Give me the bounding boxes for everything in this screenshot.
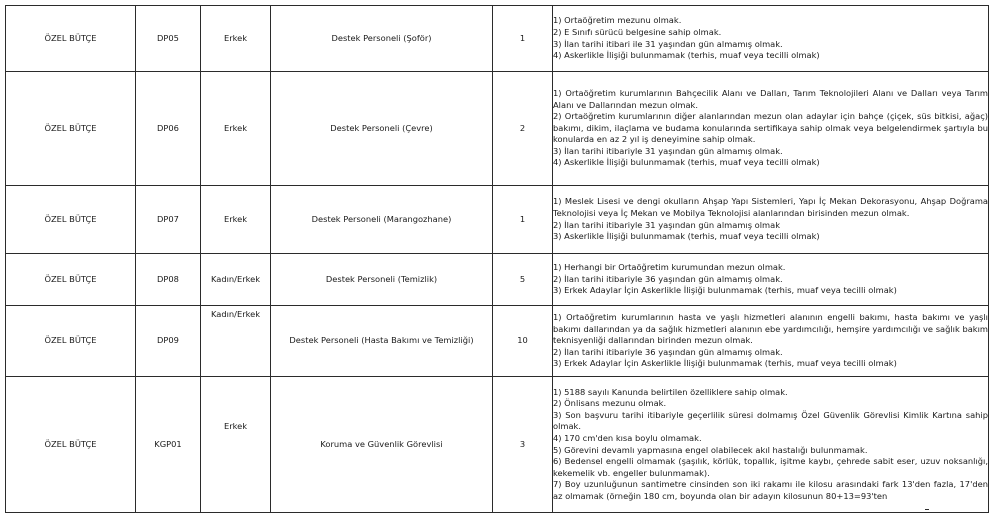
position-code-cell: KGP01	[136, 377, 201, 513]
page-edge-mark	[925, 509, 929, 510]
requirements-cell	[553, 306, 989, 377]
requirement-item: 2) İlan tarihi itibariyle 36 yaşından gün almamış olmak.	[553, 273, 783, 284]
position-count-cell: 2	[493, 72, 553, 186]
budget-cell: ÖZEL BÜTÇE	[6, 186, 136, 254]
requirement-item: 3) Son başvuru tarihi itibariyle geçerlilik süresi dolmamış Özel Güvenlik Görevlisi Kimlik Kartına sahip olmak.	[553, 409, 988, 432]
requirement-item: 4) Askerlikle İlişiği bulunmamak (terhis, muaf veya tecilli olmak)	[553, 50, 820, 61]
gender-cell: Kadın/Erkek	[201, 254, 271, 306]
requirement-item: 4) 170 cm'den kısa boylu olmamak.	[553, 432, 702, 443]
gender-cell: Erkek	[201, 72, 271, 186]
requirements-cell	[553, 72, 989, 186]
requirement-item: 2) Ortaöğretim kurumlarının diğer alanlarından mezun olan adaylar için bahçe (çiçek, süs bitkisi, ağaç) bakımı, dikim, ilaçlama ve budama konularında sertifikaya sahip olmak veya belgelendirmek şartıyla bu konularda en az 2 yıl iş deneyimine sahip olmak.	[553, 111, 988, 145]
gender-cell: Erkek	[201, 377, 271, 513]
requirement-item: 2) Önlisans mezunu olmak.	[553, 398, 667, 409]
requirement-item: 7) Boy uzunluğunun santimetre cinsinden son iki rakamı ile kilosu arasındaki fark 13'den fazla, 17'den az olmamak (örneğin 180 cm, boyunda olan bir adayın kilosunun 80+13=93'ten	[553, 479, 988, 501]
position-title-cell: Destek Personeli (Hasta Bakımı ve Temizliği)	[271, 306, 493, 377]
requirement-item: 1) Ortaöğretim kurumlarının Bahçecilik Alanı ve Dalları, Tarım Teknolojileri Alanı ve Dalları veya Tarım Alanı ve Dallarından mezun olmak.	[553, 87, 988, 110]
budget-cell: ÖZEL BÜTÇE	[6, 6, 136, 72]
budget-cell: ÖZEL BÜTÇE	[6, 72, 136, 186]
requirement-item: 1) 5188 sayılı Kanunda belirtilen özelliklere sahip olmak.	[553, 386, 788, 397]
gender-cell: Kadın/Erkek	[201, 306, 271, 377]
table-row	[6, 254, 989, 306]
requirement-item: 6) Bedensel engelli olmamak (şaşılık, körlük, topallık, işitme kaybı, çehrede sabit eser, uzuv noksanlığı, kekemelik vb. engeller bulunmamak).	[553, 456, 988, 478]
table-row	[6, 6, 989, 72]
budget-cell: ÖZEL BÜTÇE	[6, 377, 136, 513]
requirement-item: 1) Ortaöğretim mezunu olmak.	[553, 15, 682, 26]
requirement-item: 4) Askerlikle İlişiği bulunmamak (terhis, muaf veya tecilli olmak)	[553, 157, 820, 168]
requirement-item: 5) Görevini devamlı yapmasına engel olabilecek akıl hastalığı bulunmamak.	[553, 444, 868, 455]
requirement-item: 3) Erkek Adaylar İçin Askerlikle İlişiği bulunmamak (terhis, muaf veya tecilli olmak)	[553, 358, 897, 369]
position-title-cell: Destek Personeli (Marangozhane)	[271, 186, 493, 254]
position-count-cell: 1	[493, 6, 553, 72]
position-code-cell: DP08	[136, 254, 201, 306]
positions-table	[5, 5, 989, 513]
position-count-cell: 10	[493, 306, 553, 377]
position-code-cell: DP06	[136, 72, 201, 186]
budget-cell: ÖZEL BÜTÇE	[6, 306, 136, 377]
table-row	[6, 186, 989, 254]
table-row	[6, 306, 989, 377]
requirement-item: 3) İlan tarihi itibari ile 31 yaşından gün almamış olmak.	[553, 38, 783, 49]
requirements-cell	[553, 6, 989, 72]
position-count-cell: 1	[493, 186, 553, 254]
requirements-cell	[553, 377, 989, 513]
position-code-cell: DP09	[136, 306, 201, 377]
requirement-item: 2) İlan tarihi itibariyle 36 yaşından gün almamış olmak.	[553, 346, 783, 357]
position-code-cell: DP05	[136, 6, 201, 72]
requirement-item: 1) Meslek Lisesi ve dengi okulların Ahşap Yapı Sistemleri, Yapı İç Mekan Dekorasyonu, Ahşap Doğrama Teknolojisi veya İç Mekan ve Mobilya Teknolojisi alanlarından birisinden mezun olmak.	[553, 196, 988, 218]
requirement-item: 2) İlan tarihi itibariyle 31 yaşından gün almamış olmak	[553, 219, 781, 230]
position-count-cell: 3	[493, 377, 553, 513]
requirement-item: 1) Ortaöğretim kurumlarının hasta ve yaşlı hizmetleri alanının engelli bakımı, hasta bakımı ve yaşlı bakımı dallarından ya da sağlık hizmetleri alanının ebe yardımcılığı, hemşire yardımcılığı ve sağlık bakım teknisyenliği dallarından birinden mezun olmak.	[553, 312, 988, 346]
requirement-item: 1) Herhangi bir Ortaöğretim kurumundan mezun olmak.	[553, 262, 786, 273]
gender-cell: Erkek	[201, 186, 271, 254]
position-title-cell: Koruma ve Güvenlik Görevlisi	[271, 377, 493, 513]
budget-cell: ÖZEL BÜTÇE	[6, 254, 136, 306]
requirement-item: 3) İlan tarihi itibariyle 31 yaşından gün almamış olmak.	[553, 145, 783, 156]
gender-cell: Erkek	[201, 6, 271, 72]
requirements-cell	[553, 254, 989, 306]
requirement-item: 2) E Sınıfı sürücü belgesine sahip olmak.	[553, 26, 722, 37]
position-count-cell: 5	[493, 254, 553, 306]
table-row	[6, 377, 989, 513]
position-title-cell: Destek Personeli (Şoför)	[271, 6, 493, 72]
position-title-cell: Destek Personeli (Temizlik)	[271, 254, 493, 306]
table-row	[6, 72, 989, 186]
position-code-cell: DP07	[136, 186, 201, 254]
requirement-item: 3) Erkek Adaylar İçin Askerlikle İlişiği bulunmamak (terhis, muaf veya tecilli olmak)	[553, 285, 897, 296]
requirements-cell	[553, 186, 989, 254]
position-title-cell: Destek Personeli (Çevre)	[271, 72, 493, 186]
requirement-item: 3) Askerlikle İlişiği bulunmamak (terhis, muaf veya tecilli olmak)	[553, 231, 820, 242]
